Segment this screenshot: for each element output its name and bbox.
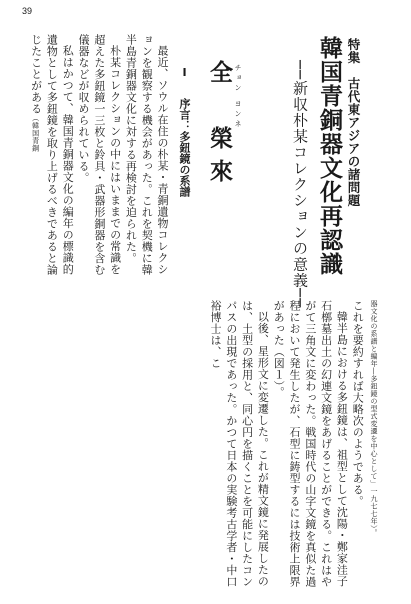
paragraph: 韓半島における多鈕鏡は、祖型として沈陽・鄭家洼子石槨墓出土の幻連文鏡をあげることができる。これはやがて三角文に変わった。戦国時代の山字文鏡を真似た過程において発生したが、石型に鋳型するには技術上限界があった（図１）。 (272, 300, 349, 588)
article-subtitle: ──新収朴某コレクションの意義── (291, 60, 309, 309)
body-text-upper (22, 34, 170, 284)
section-title: 序言：多鈕鏡の系譜 (178, 98, 191, 197)
paragraph: 以後、星形文に変遷した。これが精文鏡に発展したのは、土型の採用と、同心円を描くことを可能にしたコンパスの出現であった。かつて日本の実験考古学者・中口裕博士は、こ (209, 300, 270, 588)
author-name: 全 榮來 (206, 60, 233, 192)
paragraph: 最近、ソウル在住の朴某・青銅遺物コレクションを観察する機会があった。これを契機に韓半島青銅器文化に対する再検討を迫られた。 (124, 34, 169, 276)
page-number: 39 (22, 6, 33, 16)
paragraph-text: 私はかつて、韓国青銅器文化の編年の標識的遺物として多鈕鏡を取り上げるべきであると論じたことがある (29, 34, 75, 276)
feature-tag: 特集 (346, 38, 361, 64)
feature-label (345, 38, 361, 207)
author-ruby-family: チョン (234, 64, 242, 94)
article-title: 韓国青銅器文化再認識 (316, 36, 343, 276)
citation-note: 器文化の系譜と編年―多鈕鏡の型式変遷を中心として」一九七七年）。 (370, 300, 378, 537)
feature-topic: 古代東アジアの諸問題 (346, 77, 361, 207)
paragraph (27, 34, 75, 284)
paragraph: 朴某コレクションの中にはいままでの常識を超えた多鈕鏡一三枚と鈴具・武器形銅器を含む儀器などが収められている。 (77, 34, 122, 276)
author-ruby-given: ヨンネ (234, 100, 242, 130)
citation-continuation (365, 300, 382, 590)
body-text-lower (22, 300, 382, 590)
citation-note: （韓国青銅 (31, 114, 40, 152)
section-heading (177, 66, 191, 197)
paragraph: これを要約すれば大略次のようである。 (351, 300, 365, 507)
section-number: Ⅰ (178, 66, 191, 79)
